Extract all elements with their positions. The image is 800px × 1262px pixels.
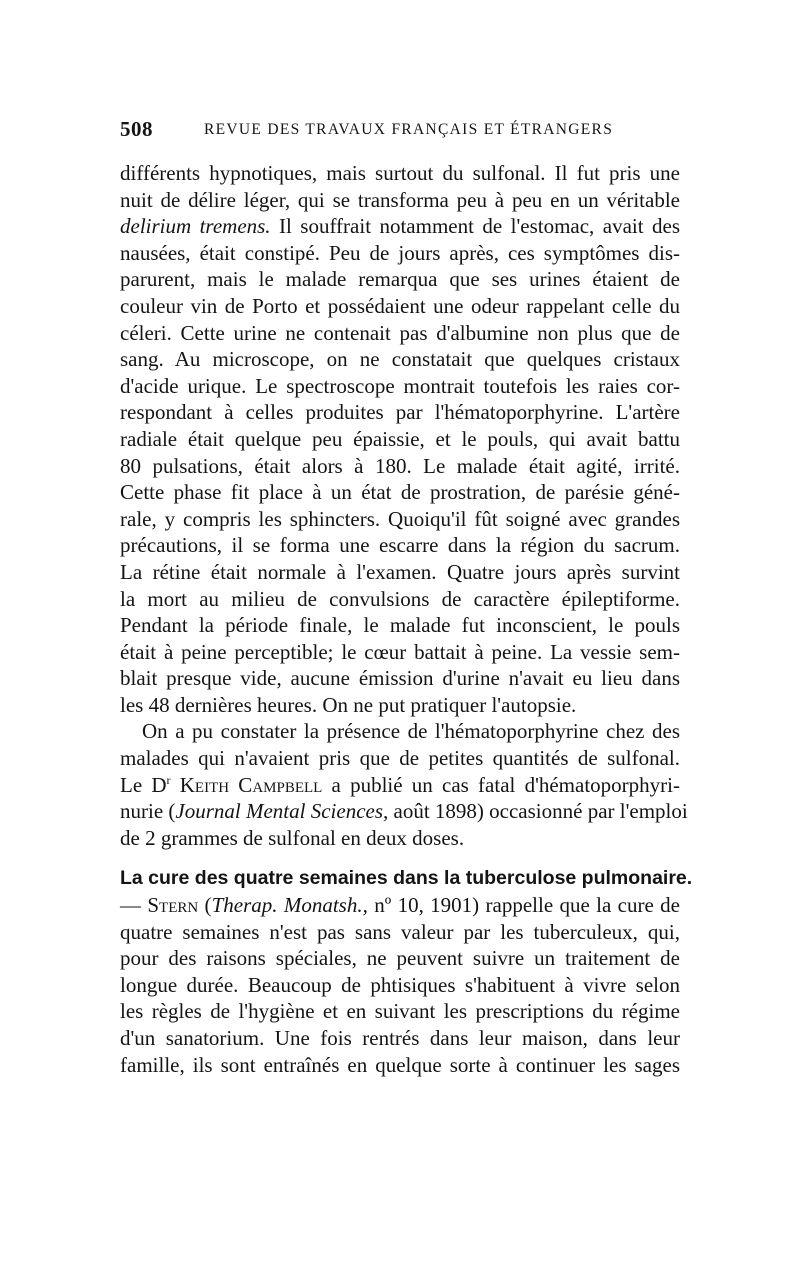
text-fragment: a publié un cas fatal d'hématoporphyri- — [322, 772, 680, 797]
text-line: rale, y compris les sphincters. Quoiqu'il fût soigné avec grandes — [120, 506, 680, 531]
text-line: sang. Au microscope, on ne constatait que quelques cristaux — [120, 347, 680, 372]
text-fragment: nurie ( — [120, 799, 176, 824]
text-line: radiale était quelque peu épaissie, et le pouls, qui avait battu — [120, 426, 680, 451]
text-line: Pendant la période finale, le malade fut inconscient, le pouls — [120, 613, 680, 638]
section-heading: La cure des quatre semaines dans la tuberculose pulmonaire. — [120, 867, 693, 890]
text-line: les règles de l'hygiène et en suivant les prescriptions du régime — [120, 999, 680, 1024]
paragraph-sulfonal-case — [120, 160, 680, 718]
section-tuberculosis — [120, 865, 693, 1078]
text-line: céleri. Cette urine ne contenait pas d'albumine non plus que de — [120, 320, 680, 345]
text-line: les 48 dernières heures. On ne put pratiquer l'autopsie. — [120, 692, 577, 717]
text-line — [120, 213, 680, 240]
text-line — [120, 798, 688, 825]
text-line: 80 pulsations, était alors à 180. Le malade était agité, irrité. — [120, 453, 680, 478]
text-line: parurent, mais le malade remarqua que ses urines étaient de — [120, 267, 680, 292]
text-line: quatre semaines n'est pas sans valeur par les tuberculeux, qui, — [120, 919, 680, 944]
author-name: Stern — [147, 893, 199, 918]
text-line: longue durée. Beaucoup de phtisiques s'habituent à vivre selon — [120, 972, 680, 997]
italic-term: delirium tremens. — [120, 214, 271, 239]
text-fragment: ( — [198, 893, 212, 918]
text-line: nuit de délire léger, qui se transforma peu à peu en un véritable — [120, 187, 680, 212]
text-fragment: — — [120, 893, 148, 918]
superscript: r — [166, 772, 171, 787]
text-line: nausées, était constipé. Peu de jours après, ces symptômes dis- — [120, 240, 680, 265]
running-title: REVUE DES TRAVAUX FRANÇAIS ET ÉTRANGERS — [204, 121, 614, 138]
text-fragment: nº 10, 1901) rappelle que la cure de — [367, 893, 680, 918]
journal-title: Therap. Monatsh., — [211, 893, 368, 918]
text-line: pour des raisons spéciales, ne peuvent suivre un traitement de — [120, 946, 680, 971]
journal-title: Journal Mental Sciences, — [175, 799, 389, 824]
text-line: la mort au milieu de convulsions de caractère épileptiforme. — [120, 586, 680, 611]
section-spacer — [120, 851, 680, 865]
text-line: d'un sanatorium. Une fois rentrés dans leur maison, dans leur — [120, 1026, 680, 1050]
text-line: d'acide urique. Le spectroscope montrait toutefois les raies cor- — [120, 373, 680, 398]
text-line: famille, ils sont entraînés en quelque sorte à continuer les sages — [120, 1052, 680, 1077]
running-header — [120, 117, 680, 145]
body-text — [120, 160, 693, 1078]
text-line — [120, 892, 680, 919]
text-line: était à peine perceptible; le cœur battait à peine. La vessie sem- — [120, 639, 680, 664]
text-fragment: août 1898) occasionné par l'emploi — [388, 799, 688, 824]
page-number: 508 — [120, 117, 153, 141]
text-line: différents hypnotiques, mais surtout du sulfonal. Il fut pris une — [120, 161, 680, 185]
text-line: respondant à celles produites par l'hématoporphyrine. L'artère — [120, 400, 680, 425]
text-line: On a pu constater la présence de l'hématoporphyrine chez des — [142, 719, 680, 744]
text-line: La rétine était normale à l'examen. Quatre jours après survint — [120, 559, 680, 584]
text-line: de 2 grammes de sulfonal en deux doses. — [120, 825, 465, 850]
text-fragment: Le D — [120, 772, 167, 797]
text-line: Cette phase fit place à un état de prostration, de parésie géné- — [120, 480, 680, 505]
text-line: couleur vin de Porto et possédaient une odeur rappelant celle du — [120, 293, 680, 318]
text-fragment: Il souffrait notamment de l'estomac, avait des — [270, 214, 680, 239]
author-name: Keith Campbell — [170, 772, 323, 797]
text-line: malades qui n'avaient pris que de petites quantités de sulfonal. — [120, 746, 680, 771]
paragraph-hematoporphyrine — [120, 718, 688, 851]
text-line: précautions, il se forma une escarre dans la région du sacrum. — [120, 533, 680, 558]
text-line — [120, 772, 680, 799]
text-line: blait presque vide, aucune émission d'urine n'avait eu lieu dans — [120, 666, 680, 691]
